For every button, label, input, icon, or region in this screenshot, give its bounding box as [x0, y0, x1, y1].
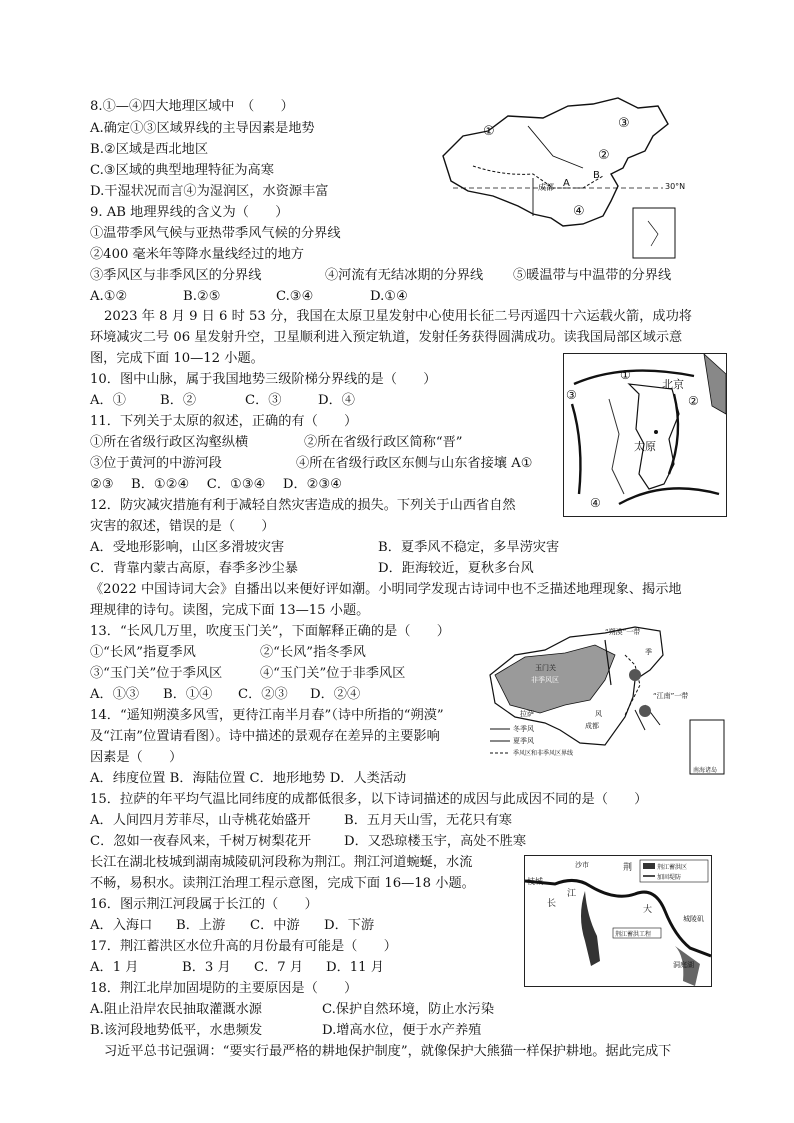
- q16-choice-b: B．上游: [176, 918, 226, 933]
- monsoon-map: [485, 625, 728, 777]
- q17-choice-a: A．1 月: [90, 960, 139, 975]
- map4-project: 荆江蓄洪工程: [615, 931, 652, 938]
- q13-item-4: ④“玉门关”位于非季风区: [260, 666, 406, 681]
- map3-chengdu: 成都: [585, 722, 599, 730]
- q11-item-3: ③位于黄河的中游河段: [90, 456, 222, 471]
- map3-shuomo: “朔漠”一带: [605, 628, 641, 636]
- map2-mountain-3: ③: [566, 388, 577, 402]
- map3-nonmonsoon: 非季风区: [531, 676, 559, 684]
- q14-stem-line-2: 及“江南”位置请看图）。诗中描述的景观存在差异的主要影响: [90, 729, 440, 744]
- map3-legend-boundary: 季风区和非季风区界线: [513, 750, 574, 757]
- q18-stem: 18．荆江北岸加固堤防的主要原因是（ ）: [90, 981, 358, 996]
- map3-legend-summer: 夏季风: [513, 737, 534, 745]
- map3-wind-1: 风: [595, 710, 602, 718]
- q11-stem: 11．下列关于太原的叙述，正确的有（ ）: [90, 414, 358, 429]
- intro16-line-1: 长江在湖北枝城到湖南城陵矶河段称为荆江。荆江河道蜿蜒，水流: [90, 855, 473, 870]
- map1-city: 成都: [538, 183, 554, 192]
- q15-option-b: B．五月天山雪，无花只有寒: [344, 813, 512, 828]
- q9-item-4: ④河流有无结冰期的分界线: [325, 268, 484, 283]
- q14-stem-line-3: 因素是（ ）: [90, 750, 183, 765]
- map3-lhasa: 拉萨: [520, 710, 534, 718]
- q10-choice-a: A．①: [90, 393, 126, 408]
- map1-region-4: ④: [573, 204, 585, 219]
- intro19-line-1: 习近平总书记强调：“要实行最严格的耕地保护制度”，就像保护大熊猫一样保护耕地。据此完成下: [104, 1044, 672, 1059]
- q14-choices: A．纬度位置 B．海陆位置 C．地形地势 D．人类活动: [90, 771, 407, 786]
- q13-item-2: ②“长风”指冬季风: [260, 645, 366, 660]
- intro13-line-2: 理规律的诗句。读图，完成下面 13—15 小题。: [90, 603, 370, 618]
- q12-stem-line-2: 灾害的叙述，错误的是（ ）: [90, 519, 275, 534]
- q12-option-c: C．背靠内蒙古高原，春季多沙尘暴: [90, 561, 298, 576]
- q12-option-d: D．距海较近，夏秋多台风: [378, 561, 534, 576]
- q18-option-d: D.增高水位，便于水产养殖: [322, 1023, 482, 1038]
- q9-item-3: ③季风区与非季风区的分界线: [90, 268, 262, 283]
- map3-yumenguan: 玉门关: [535, 664, 556, 672]
- map3-legend-winter: 冬季风: [513, 725, 534, 733]
- q8-option-b: B.②区域是西北地区: [90, 142, 209, 157]
- q11-item-4: ④所在省级行政区东侧与山东省接壤 A①: [296, 456, 533, 471]
- intro10-line-3: 图，完成下面 10—12 小题。: [90, 351, 264, 366]
- q9-item-2: ②400 毫米年等降水量线经过的地方: [90, 247, 304, 262]
- map4-jiang: 江: [567, 889, 577, 899]
- map3-jiangnan: “江南”一带: [653, 692, 689, 700]
- q12-option-b: B．夏季风不稳定，多旱涝灾害: [378, 540, 560, 555]
- q15-option-a: A．人间四月芳菲尽，山寺桃花始盛开: [90, 813, 311, 828]
- q13-choice-a: A．①③: [90, 687, 140, 702]
- q17-stem: 17．荆江蓄洪区水位升高的月份最有可能是（ ）: [90, 939, 397, 954]
- map2-mountain-2: ②: [688, 394, 699, 408]
- q11-choices: ②③ B．①②④ C．①③④ D．②③④: [90, 477, 343, 492]
- q10-choice-d: D．④: [318, 393, 355, 408]
- q11-item-2: ②所在省级行政区简称“晋”: [304, 435, 463, 450]
- shanxi-region-outline: [564, 354, 726, 516]
- map2-beijing: 北京: [662, 378, 684, 391]
- q15-option-c: C．忽如一夜春风来，千树万树梨花开: [90, 834, 312, 849]
- q9-item-5: ⑤暖温带与中温带的分界线: [513, 268, 672, 283]
- q13-choice-b: B．①④: [163, 687, 213, 702]
- q13-choice-c: C．②③: [238, 687, 288, 702]
- q8-stem: 8.①—④四大地理区域中 （ ）: [90, 99, 294, 114]
- q9-item-1: ①温带季风气候与亚热带季风气候的分界线: [90, 226, 341, 241]
- q16-choice-a: A．入海口: [90, 918, 153, 933]
- map4-dongting: 洞庭湖: [673, 961, 694, 969]
- q17-choice-d: D．11 月: [326, 960, 384, 975]
- q8-option-a: A.确定①③区域界线的主导因素是地势: [90, 121, 315, 136]
- q15-stem: 15．拉萨的年平均气温比同纬度的成都低很多，以下诗词描述的成因与此成因不同的是（ ）: [90, 792, 648, 807]
- map4-zhicheng: 枝城: [527, 877, 543, 886]
- map1-region-3: ③: [618, 116, 630, 131]
- q12-stem-line-1: 12．防灾减灾措施有利于减轻自然灾害造成的损失。下列关于山西省自然: [90, 498, 516, 513]
- q9-choice-c: C.③④: [276, 289, 314, 304]
- q13-item-3: ③“玉门关”位于季风区: [90, 666, 223, 681]
- map4-jing: 荆: [623, 863, 633, 873]
- q16-choice-d: D．下游: [324, 918, 375, 933]
- map1-latitude: 30°N: [665, 182, 686, 191]
- intro10-line-2: 环境减灾二号 06 星发射升空，卫星顺利进入预定轨道，发射任务获得圆满成功。读我国局部区域示意: [90, 330, 683, 345]
- map4-shashi: 沙市: [575, 861, 589, 869]
- intro13-line-1: 《2022 中国诗词大会》自播出以来便好评如潮。小明同学发现古诗词中也不乏描述地理现象、揭示地: [90, 582, 682, 597]
- q11-item-1: ①所在省级行政区沟壑纵横: [90, 435, 249, 450]
- q18-option-a: A.阻止沿岸农民抽取灌溉水源: [90, 1002, 262, 1017]
- q9-choice-b: B.②⑤: [183, 289, 221, 304]
- map1-region-2: ②: [598, 148, 610, 163]
- map3-inset: 南海诸岛: [693, 767, 718, 774]
- q8-option-c: C.③区域的典型地理特征为高寒: [90, 163, 274, 178]
- q16-choice-c: C．中游: [250, 918, 300, 933]
- map4-da: 大: [643, 905, 653, 915]
- q8-option-d: D.干湿状况而言④为湿润区，水资源丰富: [90, 184, 329, 199]
- china-regions-map: [433, 96, 691, 262]
- q10-stem: 10．图中山脉，属于我国地势三级阶梯分界线的是（ ）: [90, 372, 437, 387]
- map1-region-1: ①: [483, 124, 495, 139]
- q9-choice-a: A.①②: [90, 289, 128, 304]
- intro10-line-1: 2023 年 8 月 9 日 6 时 53 分，我国在太原卫星发射中心使用长征二号丙遥四十六运载火箭，成功将: [104, 309, 692, 324]
- map4-chang: 长: [547, 899, 557, 909]
- q10-choice-c: C．③: [245, 393, 282, 408]
- map2-taiyuan: 太原: [634, 440, 656, 453]
- q12-option-a: A．受地形影响，山区多滑坡灾害: [90, 540, 285, 555]
- intro16-line-2: 不畅，易积水。读荆江治理工程示意图，完成下面 16—18 小题。: [90, 876, 475, 891]
- map1-point-a: A: [563, 178, 570, 189]
- q9-choice-d: D.①④: [370, 289, 408, 304]
- map4-legend-dike: 加固堤防: [657, 874, 682, 881]
- q9-stem: 9. AB 地理界线的含义为（ ）: [90, 205, 289, 220]
- q17-choice-c: C．7 月: [254, 960, 304, 975]
- q15-option-d: D．又恐琼楼玉宇，高处不胜寒: [344, 834, 527, 849]
- map4-chenglingji: 城陵矶: [683, 915, 704, 923]
- map2-mountain-1: ①: [620, 368, 631, 382]
- q17-choice-b: B．3 月: [182, 960, 231, 975]
- map1-point-b: B: [593, 170, 600, 181]
- q13-stem: 13．“长风几万里，吹度玉门关”，下面解释正确的是（ ）: [90, 624, 450, 639]
- q18-option-c: C.保护自然环境，防止水污染: [322, 1002, 495, 1017]
- china-regions-outline: [433, 96, 691, 262]
- q13-item-1: ①“长风”指夏季风: [90, 645, 196, 660]
- map4-legend-storage: 荆江蓄洪区: [657, 864, 688, 871]
- q10-choice-b: B．②: [160, 393, 197, 408]
- map3-wind-2: 季: [645, 648, 652, 656]
- map2-mountain-4: ④: [590, 496, 601, 510]
- q18-option-b: B.该河段地势低平，水患频发: [90, 1023, 263, 1038]
- jingjiang-map: [524, 855, 712, 987]
- q16-stem: 16．图示荆江河段属于长江的（ ）: [90, 897, 318, 912]
- q14-stem-line-1: 14．“遥知朔漠多风雪，更待江南半月春”（诗中所指的“朔漠”: [90, 708, 444, 723]
- q13-choice-d: D．②④: [310, 687, 361, 702]
- shanxi-region-map: [563, 353, 727, 517]
